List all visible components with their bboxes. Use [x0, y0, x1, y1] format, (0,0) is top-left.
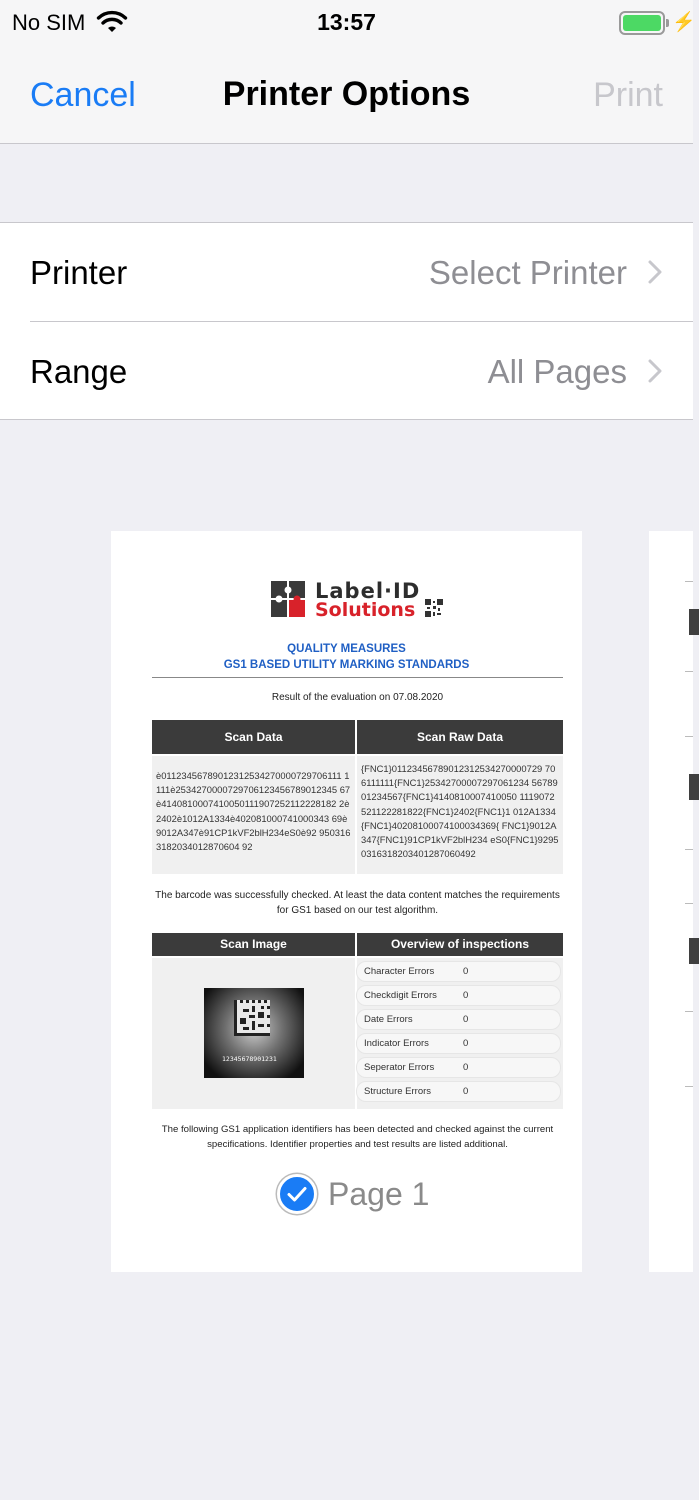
range-value: All Pages: [487, 353, 627, 390]
evaluation-date: Result of the evaluation on 07.08.2020: [271, 692, 444, 703]
logo-text-line2: Solutions: [315, 599, 416, 621]
inspection-name: Date Errors: [364, 1014, 413, 1025]
document-title-line1: QUALITY MEASURES: [287, 643, 406, 655]
datamatrix-code-icon: [234, 1000, 270, 1036]
clock: 13:57: [317, 9, 376, 35]
table-header-bar: [689, 938, 699, 964]
title-divider: [152, 677, 563, 678]
printer-label: Printer: [30, 254, 128, 291]
scan-raw-data-header: Scan Raw Data: [357, 720, 563, 754]
next-page-preview[interactable]: [649, 531, 693, 1272]
battery-icon: [619, 11, 665, 35]
table-rule: [685, 1086, 693, 1087]
table-rule: [685, 849, 693, 850]
scan-image-number: 12345678901231: [222, 1055, 277, 1063]
range-label: Range: [30, 353, 128, 390]
document-title-line2: GS1 BASED UTILITY MARKING STANDARDS: [223, 659, 470, 671]
scan-image-header: Scan Image: [152, 933, 355, 956]
scan-image-cell: [152, 958, 355, 1109]
scan-data-table: [152, 720, 563, 874]
inspection-table: [152, 933, 563, 1109]
inspection-name: Indicator Errors: [364, 1038, 429, 1049]
logo-text-line1: Label·ID: [315, 579, 421, 603]
printer-options-group: [0, 222, 693, 420]
check-message: The barcode was successfully checked. At least the data content matches the requirements for GS1 based on our test algorithm.: [155, 890, 560, 916]
table-rule: [685, 581, 693, 582]
inspection-value: 0: [463, 1062, 469, 1073]
company-logo: [271, 579, 451, 619]
navigation-bar: [0, 48, 693, 144]
table-rule: [685, 1011, 693, 1012]
qr-code-icon: [425, 599, 443, 617]
inspection-row: [356, 985, 561, 1006]
puzzle-logo-icon: [271, 581, 305, 617]
scan-data-header: Scan Data: [152, 720, 355, 754]
inspection-name: Structure Errors: [364, 1086, 432, 1097]
charging-bolt-icon: ⚡: [672, 12, 696, 33]
page-number-label: Page 1: [328, 1176, 430, 1212]
chevron-right-icon: [647, 259, 663, 285]
inspection-row: [356, 1057, 561, 1078]
inspection-row: [356, 961, 561, 982]
table-rule: [685, 903, 693, 904]
inspections-header: Overview of inspections: [357, 933, 563, 956]
inspection-name: Seperator Errors: [364, 1062, 435, 1073]
page-preview[interactable]: [111, 531, 582, 1272]
inspection-value: 0: [463, 966, 469, 977]
inspection-value: 0: [463, 1086, 469, 1097]
inspection-value: 0: [463, 1038, 469, 1049]
printer-row[interactable]: [0, 223, 693, 321]
inspection-name: Checkdigit Errors: [364, 990, 437, 1001]
inspection-row: [356, 1009, 561, 1030]
cancel-button[interactable]: Cancel: [30, 76, 136, 114]
inspection-row: [356, 1081, 561, 1102]
chevron-right-icon: [647, 358, 663, 384]
barcode-scan-image: [204, 988, 304, 1078]
carrier-label: No SIM: [12, 10, 86, 35]
range-row[interactable]: [0, 322, 693, 420]
table-header-bar: [689, 609, 699, 635]
table-header-bar: [689, 774, 699, 800]
page-selected-checkbox[interactable]: [277, 1174, 317, 1214]
printer-value: Select Printer: [428, 254, 627, 291]
scan-data-cell: è01123456789012312534270000729706111 1111è2534270000729706123456789012345 67è4140810007410050111907252112228182 2è2402è1012A1334è402081000741000343 69è9012A347è91CP1kVF2blH234eS0è92 9503163182034012870604 92: [152, 756, 355, 874]
table-rule: [685, 671, 693, 672]
scan-raw-data-cell: {FNC1}01123456789012312534270000729 706111111{FNC1}25342700007297061234 5678901234567{FNC1}4140810007410050 1119072521122281822{FNC1}2402{FNC1}1 012A1334{FNC1}40208100074100034369{ FNC1}9012A347{FNC1}91CP1kVF2blH234 eS0{FNC1}92950316318203401287060492: [357, 756, 563, 874]
inspection-row: [356, 1033, 561, 1054]
inspection-value: 0: [463, 1014, 469, 1025]
table-rule: [685, 736, 693, 737]
inspection-name: Character Errors: [364, 966, 435, 977]
print-button[interactable]: Print: [593, 76, 663, 114]
inspection-value: 0: [463, 990, 469, 1001]
page-title: Printer Options: [222, 75, 471, 113]
identifiers-note: The following GS1 application identifiers has been detected and checked against the current specifications. Identifier properties and test results are listed additional.: [161, 1124, 554, 1150]
status-bar: [0, 0, 696, 48]
checkmark-icon: [280, 1177, 314, 1211]
